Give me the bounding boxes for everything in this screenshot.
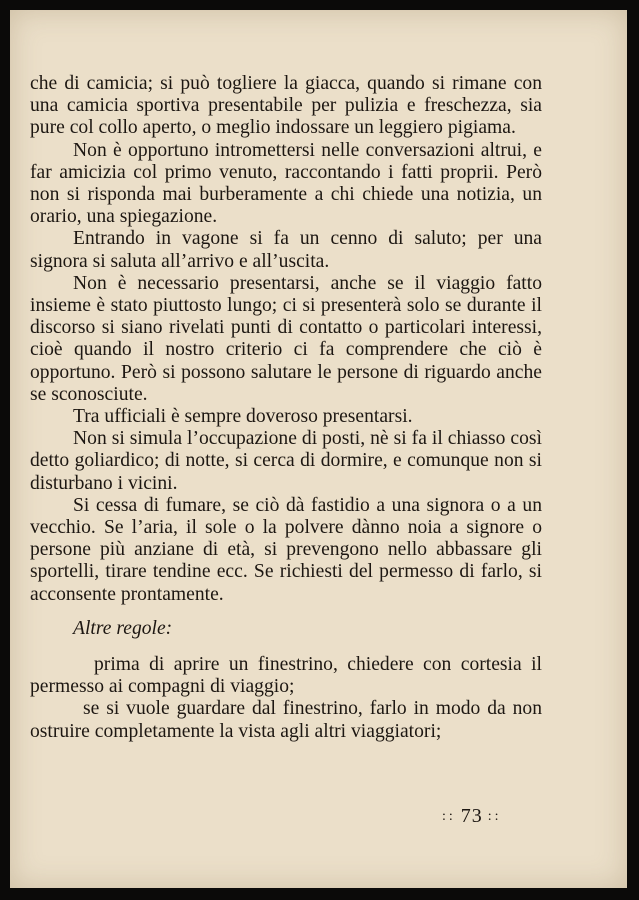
paragraph-5: Tra ufficiali è sempre doveroso presentarsi. — [73, 406, 413, 428]
paragraph-3: Entrando in vagone si fa un cenno di saluto; per una signora si saluta all’arrivo e all’uscita. — [30, 228, 542, 272]
rule-1: prima di aprire un finestrino, chiedere con cortesia il permesso ai compagni di viaggio; — [30, 654, 542, 698]
page-body — [30, 73, 542, 743]
folio-ornament-right: :: — [487, 809, 502, 824]
paragraph-4: Non è necessario presentarsi, anche se il viaggio fatto insieme è stato piuttosto lungo; ci si presenterà solo se durante il discorso si siano rivelati punti di contatto o particolari interessi, cioè quando il nostro criterio ci fa comprendere che ciò è opportuno. Però si possono salutare le persone di riguardo anche se sconosciute. — [30, 272, 542, 405]
rule-2: se si vuole guardare dal finestrino, farlo in modo da non ostruire completamente la vista agli altri viaggiatori; — [30, 698, 542, 742]
page-number — [442, 805, 502, 828]
paragraph-6: Non si simula l’occupazione di posti, nè si fa il chiasso così detto goliardico; di notte, si cerca di dormire, e comunque non si disturbano i vicini. — [30, 428, 542, 494]
book-page — [10, 10, 627, 888]
paragraph-2: Non è opportuno intromettersi nelle conversazioni altrui, e far amicizia col primo venuto, raccontando i fatti proprii. Però non si risponda mai burberamente a chi chiede una notizia, un orario, una spiegazione. — [30, 139, 542, 228]
section-heading: Altre regole: — [73, 617, 173, 639]
paragraph-7: Si cessa di fumare, se ciò dà fastidio a una signora o a un vecchio. Se l’aria, il sole o la polvere dànno noia a signore o persone più anziane di età, si prevengono nello abbassare gli sportelli, tirare tendine ecc. Se richiesti del permesso di farlo, si acconsente prontamente. — [30, 494, 542, 605]
page-number-value: 73 — [460, 805, 483, 827]
paragraph-1: che di camicia; si può togliere la giacca, quando si rimane con una camicia sportiva presentabile per pulizia e freschezza, sia pure col collo aperto, o meglio indossare un leggiero pigiama. — [30, 73, 542, 139]
folio-ornament-left: :: — [442, 809, 456, 824]
